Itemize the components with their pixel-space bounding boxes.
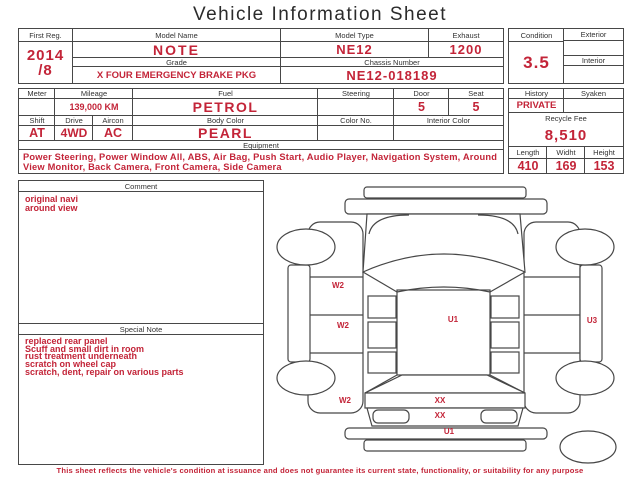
shift-label: Shift	[19, 116, 55, 126]
cell-condition	[508, 28, 565, 84]
cell-equipment	[18, 140, 504, 174]
cell-first-reg	[18, 28, 73, 84]
cell-color-no	[317, 115, 395, 141]
cell-exterior-interior	[563, 28, 624, 84]
special-note-line: replaced rear panel	[25, 336, 108, 346]
comment-line: original navi	[25, 194, 79, 204]
damage-marker: U3	[586, 316, 598, 325]
cell-fuel	[132, 88, 319, 116]
interior-label: Interior	[564, 56, 623, 66]
cell-length	[508, 146, 548, 174]
left-sill-strip	[288, 265, 310, 362]
interior-color-value	[394, 126, 503, 140]
comment-text	[19, 192, 263, 323]
damage-marker: W2	[339, 396, 351, 405]
length-label: Length	[509, 147, 547, 159]
cell-syaken	[563, 88, 624, 113]
special-note-text	[19, 335, 263, 464]
color-no-value	[318, 126, 394, 140]
front-right-wheel	[556, 229, 614, 265]
length-value: 410	[517, 159, 539, 173]
special-note-box	[18, 323, 264, 465]
cell-recycle-fee	[508, 112, 624, 147]
damage-marker: XX	[434, 396, 446, 405]
meter-label: Meter	[19, 89, 55, 99]
meter-value	[19, 99, 55, 115]
special-note-line: scratch, dent, repair on various parts	[25, 366, 184, 377]
interior-color-label: Interior Color	[394, 116, 503, 126]
seat-label: Seat	[449, 89, 503, 99]
recycle-fee-value: 8,510	[544, 126, 588, 144]
hood	[363, 214, 525, 272]
right-tail-light	[481, 410, 517, 423]
steering-value	[318, 99, 394, 115]
grade-label: Grade	[73, 58, 280, 67]
chassis-number-value: NE12-018189	[346, 67, 438, 83]
syaken-label: Syaken	[564, 89, 623, 99]
page-title: Vehicle Information Sheet	[192, 4, 448, 25]
drive-label: Drive	[55, 116, 93, 126]
fuel-value: PETROL	[192, 99, 259, 115]
exterior-value	[564, 41, 623, 56]
cell-seat	[448, 88, 504, 116]
right-a-pillar	[490, 272, 525, 292]
rear-window	[365, 375, 525, 393]
cell-drive	[54, 115, 94, 141]
height-value: 153	[593, 159, 615, 173]
condition-value: 3.5	[523, 52, 550, 72]
fuel-label: Fuel	[133, 89, 318, 99]
special-note-label: Special Note	[19, 324, 263, 335]
door-value: 5	[418, 100, 425, 114]
comment-box	[18, 180, 264, 324]
syaken-value	[564, 99, 623, 112]
aircon-label: Aircon	[93, 116, 133, 126]
damage-marker: W2	[337, 321, 349, 330]
car-body-group	[277, 187, 616, 463]
model-name-label: Model Name	[73, 29, 280, 42]
rear-right-wheel	[556, 361, 614, 395]
special-note-line: scratch on wheel cap	[25, 359, 117, 370]
first-reg-label: First Reg.	[19, 29, 72, 42]
damage-marker: XX	[434, 411, 446, 420]
comment-label: Comment	[19, 181, 263, 192]
condition-label: Condition	[509, 29, 564, 42]
cell-model-type	[280, 28, 429, 58]
rear-bumper-bottom	[364, 440, 526, 451]
cell-aircon	[92, 115, 134, 141]
cell-width	[546, 146, 586, 174]
width-value: 169	[555, 159, 577, 173]
special-note-line: rust treatment underneath	[25, 351, 138, 362]
mileage-label: Mileage	[55, 89, 133, 99]
cell-chassis-number	[280, 57, 504, 84]
cell-exhaust	[428, 28, 504, 58]
special-note-line: Scuff and small dirt in room	[25, 343, 145, 354]
history-label: History	[509, 89, 564, 99]
equipment-label: Equipment	[19, 141, 503, 150]
height-label: Height	[585, 147, 623, 159]
damage-marker: U1	[443, 427, 455, 436]
comment-line: around view	[25, 202, 78, 213]
cell-height	[584, 146, 624, 174]
left-tail-light	[373, 410, 409, 423]
exterior-label: Exterior	[564, 29, 623, 41]
cell-mileage	[54, 88, 134, 116]
cell-interior-color	[393, 115, 504, 141]
width-label: Widht	[547, 147, 585, 159]
model-type-label: Model Type	[281, 29, 428, 42]
damage-marker: W2	[332, 281, 344, 290]
aircon-value: AC	[103, 126, 123, 140]
cell-grade	[72, 57, 281, 84]
cell-body-color	[132, 115, 319, 141]
first-reg-month: /8	[38, 61, 53, 79]
damage-marker: U1	[447, 315, 459, 324]
spare-wheel	[560, 431, 616, 463]
seat-value: 5	[472, 100, 480, 114]
front-left-wheel	[277, 229, 335, 265]
mileage-value: 139,000 KM	[69, 102, 119, 112]
disclaimer-text: This sheet reflects the vehicle's condition at issuance and does not guarantee its current state, functionality, or suitability for any purpose	[56, 466, 584, 475]
cell-model-name	[72, 28, 281, 58]
model-type-value: NE12	[336, 42, 373, 57]
history-value: PRIVATE	[516, 100, 557, 111]
front-bumper	[345, 199, 547, 214]
cell-history	[508, 88, 565, 113]
right-sill-strip	[580, 265, 602, 362]
interior-value	[564, 66, 623, 83]
grade-value: X FOUR EMERGENCY BRAKE PKG	[96, 69, 257, 81]
recycle-fee-label: Recycle Fee	[545, 114, 587, 123]
exhaust-label: Exhaust	[429, 29, 503, 42]
front-bumper-top	[364, 187, 526, 198]
chassis-number-label: Chassis Number	[281, 58, 503, 67]
steering-label: Steering	[318, 89, 394, 99]
body-color-value: PEARL	[198, 126, 253, 140]
color-no-label: Color No.	[318, 116, 394, 126]
roof	[397, 290, 490, 375]
body-color-label: Body Color	[133, 116, 318, 126]
shift-value: AT	[29, 126, 45, 140]
exhaust-value: 1200	[449, 42, 483, 57]
first-reg-year: 2014	[26, 46, 65, 64]
drive-value: 4WD	[60, 126, 88, 140]
first-reg-value	[19, 42, 72, 83]
door-label: Door	[394, 89, 449, 99]
equipment-value: Power Steering, Power Window All, ABS, Air Bag, Push Start, Audio Player, Navigation System, Around View Monitor, Back Camera, Front Camera, Side Camera	[23, 152, 498, 172]
cell-steering	[317, 88, 395, 116]
rear-left-wheel	[277, 361, 335, 395]
cell-shift	[18, 115, 56, 141]
cell-meter	[18, 88, 56, 116]
model-name-value: NOTE	[153, 42, 200, 57]
cell-door	[393, 88, 450, 116]
left-a-pillar	[363, 272, 397, 292]
